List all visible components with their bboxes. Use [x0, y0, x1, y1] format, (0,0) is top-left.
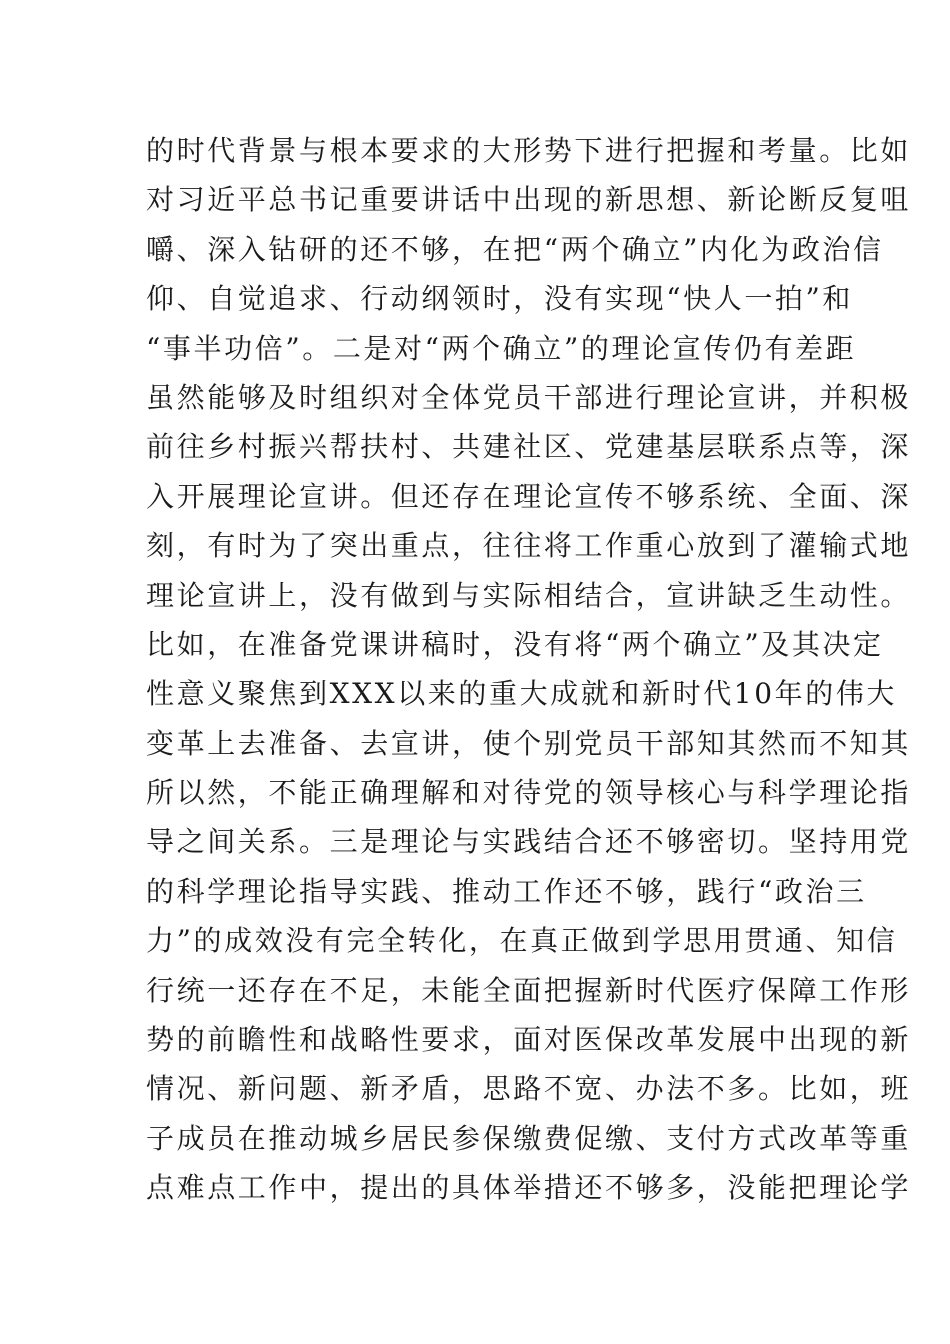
text-line: 导之间关系。三是理论与实践结合还不够密切。坚持用党: [146, 825, 912, 859]
text-line: 前往乡村振兴帮扶村、共建社区、党建基层联系点等，深: [146, 430, 912, 464]
text-line: 所以然，不能正确理解和对待党的领导核心与科学理论指: [146, 776, 912, 810]
text-line: 的科学理论指导实践、推动工作还不够，践行“政治三: [146, 874, 867, 908]
text-line: 变革上去准备、去宣讲，使个别党员干部知其然而不知其: [146, 726, 912, 760]
text-line: 虽然能够及时组织对全体党员干部进行理论宣讲，并积极: [146, 380, 912, 414]
text-line: 比如，在准备党课讲稿时，没有将“两个确立”及其决定: [146, 627, 884, 661]
text-line: 的时代背景与根本要求的大形势下进行把握和考量。比如: [146, 134, 912, 167]
text-line: 力”的成效没有完全转化，在真正做到学思用贯通、知信: [146, 924, 898, 958]
body-text: [146, 126, 912, 1213]
text-line: “事半功倍”。二是对“两个确立”的理论宣传仍有差距: [146, 331, 857, 365]
text-line: 情况、新问题、新矛盾，思路不宽、办法不多。比如，班: [146, 1072, 912, 1106]
text-line: 点难点工作中，提出的具体举措还不够多，没能把理论学: [146, 1171, 912, 1205]
text-line: 嚼、深入钻研的还不够，在把“两个确立”内化为政治信: [146, 232, 884, 266]
text-line: 入开展理论宣讲。但还存在理论宣传不够系统、全面、深: [146, 479, 912, 513]
text-line: 子成员在推动城乡居民参保缴费促缴、支付方式改革等重: [146, 1121, 912, 1155]
text-line: 对习近平总书记重要讲话中出现的新思想、新论断反复咀: [146, 183, 912, 217]
text-line: 仰、自觉追求、行动纲领时，没有实现“快人一拍”和: [146, 282, 854, 316]
text-line: 刻，有时为了突出重点，往往将工作重心放到了灌输式地: [146, 529, 912, 563]
text-line: 行统一还存在不足，未能全面把握新时代医疗保障工作形: [146, 973, 912, 1007]
text-line: 势的前瞻性和战略性要求，面对医保改革发展中出现的新: [146, 1023, 912, 1057]
text-line: 性意义聚焦到XXX以来的重大成就和新时代10年的伟大: [146, 677, 898, 711]
text-line: 理论宣讲上，没有做到与实际相结合，宣讲缺乏生动性。: [146, 578, 912, 612]
